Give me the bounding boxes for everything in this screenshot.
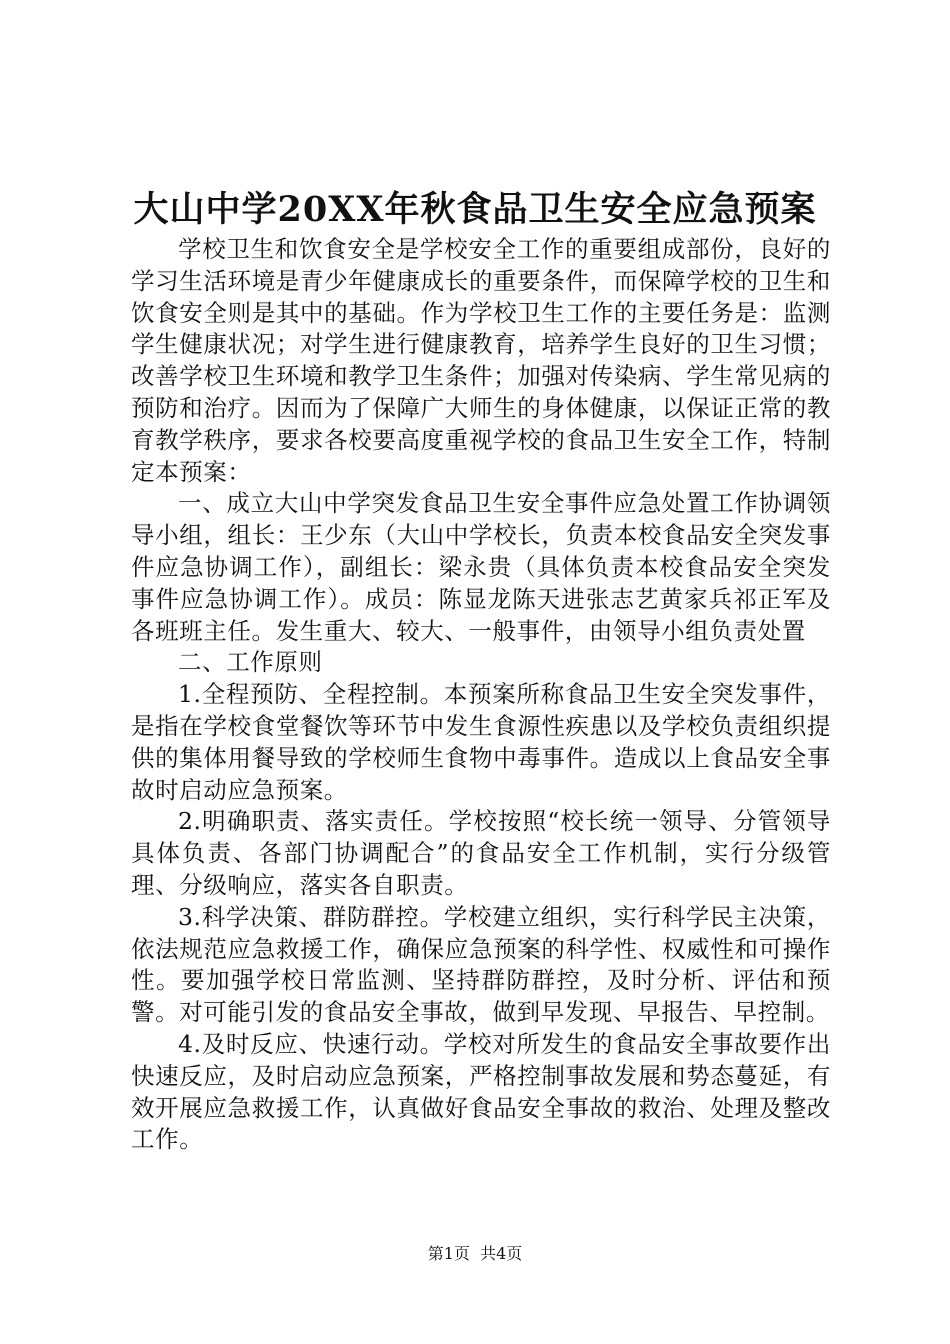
page-footer [0,1243,950,1265]
principle-4-paragraph: 4.及时反应、快速行动。学校对所发生的食品安全事故要作出快速反应，及时启动应急预案，严格控制事故发展和势态蔓延，有效开展应急救援工作，认真做好食品安全事故的救治、处理及整改工作。 [131,1029,831,1154]
intro-paragraph: 学校卫生和饮食安全是学校安全工作的重要组成部份，良好的学习生活环境是青少年健康成长的重要条件，而保障学校的卫生和饮食安全则是其中的基础。作为学校卫生工作的主要任务是：监测学生健康状况；对学生进行健康教育，培养学生良好的卫生习惯；改善学校卫生环境和教学卫生条件；加强对传染病、学生常见病的预防和治疗。因而为了保障广大师生的身体健康，以保证正常的教育教学秩序，要求各校要高度重视学校的食品卫生安全工作，特制定本预案： [131,235,831,486]
page-total: 共4页 [480,1244,523,1263]
page-number: 第1页 [427,1244,470,1263]
document-title: 大山中学20XX年秋食品卫生安全应急预案 [133,189,817,230]
section-one-paragraph: 一、成立大山中学突发食品卫生安全事件应急处置工作协调领导小组，组长：王少东（大山中学校长，负责本校食品安全突发事件应急协调工作），副组长：梁永贵（具体负责本校食品安全突发事件应急协调工作）。成员：陈显龙陈天进张志艺黄家兵祁正军及各班班主任。发生重大、较大、一般事件，由领导小组负责处置 [131,489,831,645]
document-body [131,234,831,1156]
principle-2-paragraph: 2.明确职责、落实责任。学校按照“校长统一领导、分管领导具体负责、各部门协调配合”的食品安全工作机制，实行分级管理、分级响应，落实各自职责。 [131,807,831,899]
footer-separator [470,1244,480,1263]
section-two-heading: 二、工作原则 [178,648,323,677]
principle-3-paragraph: 3.科学决策、群防群控。学校建立组织，实行科学民主决策，依法规范应急救援工作，确保应急预案的科学性、权威性和可操作性。要加强学校日常监测、坚持群防群控，及时分析、评估和预警。对可能引发的食品安全事故，做到早发现、早报告、早控制。 [131,902,831,1027]
principle-1-paragraph: 1.全程预防、全程控制。本预案所称食品卫生安全突发事件，是指在学校食堂餐饮等环节中发生食源性疾患以及学校负责组织提供的集体用餐导致的学校师生食物中毒事件。造成以上食品安全事故时启动应急预案。 [131,680,831,804]
